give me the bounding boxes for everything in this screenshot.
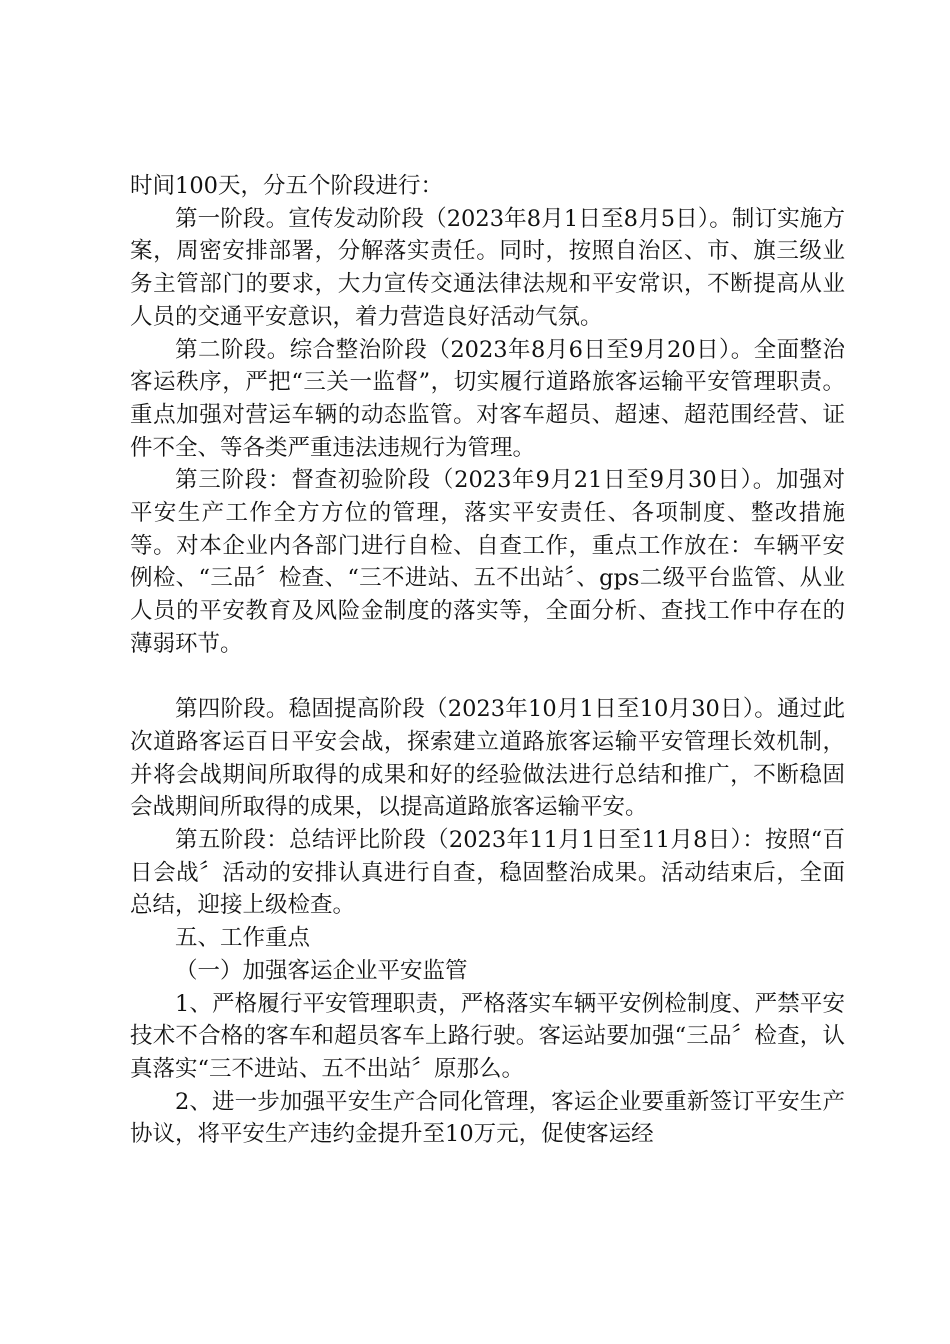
- document-page: [130, 170, 845, 1151]
- paragraph-stage-five: 第五阶段：总结评比阶段（2023年11月1日至11月8日）：按照“百日会战〞活动的安排认真进行自查，稳固整治成果。活动结束后，全面总结，迎接上级检查。: [130, 827, 845, 919]
- paragraph-stage-one: 第一阶段。宣传发动阶段（2023年8月1日至8月5日）。制订实施方案，周密安排部署，分解落实责任。同时，按照自治区、市、旗三级业务主管部门的要求，大力宣传交通法律法规和平安常识，不断提高从业人员的交通平安意识，着力营造良好活动气氛。: [130, 205, 845, 330]
- paragraph-item-two: 2、进一步加强平安生产合同化管理，客运企业要重新签订平安生产协议，将平安生产违约金提升至10万元，促使客运经: [130, 1088, 845, 1148]
- paragraph-spacer: [130, 661, 845, 694]
- section-heading-work-focus: 五、工作重点: [175, 925, 311, 952]
- subsection-heading-supervision: （一）加强客运企业平安监管: [175, 957, 468, 984]
- paragraph-stage-three: 第三阶段：督查初验阶段（2023年9月21日至9月30日）。加强对平安生产工作全方方位的管理，落实平安责任、各项制度、整改措施等。对本企业内各部门进行自检、自查工作，重点工作放在：车辆平安例检、“三品〞检查、“三不进站、五不出站〞、gps二级平台监管、从业人员的平安教育及风险金制度的落实等，全面分析、查找工作中存在的薄弱环节。: [130, 467, 845, 657]
- paragraph-stage-two: 第二阶段。综合整治阶段（2023年8月6日至9月20日）。全面整治客运秩序，严把“三关一监督”，切实履行道路旅客运输平安管理职责。重点加强对营运车辆的动态监管。对客车超员、超速、超范围经营、证件不全、等各类严重违法违规行为管理。: [130, 336, 845, 461]
- paragraph-item-one: 1、严格履行平安管理职责，严格落实车辆平安例检制度、严禁平安技术不合格的客车和超员客车上路行驶。客运站要加强“三品〞检查，认真落实“三不进站、五不出站〞原那么。: [130, 990, 845, 1082]
- paragraph-stage-four: 第四阶段。稳固提高阶段（2023年10月1日至10月30日）。通过此次道路客运百日平安会战，探索建立道路旅客运输平安管理长效机制，并将会战期间所取得的成果和好的经验做法进行总结和推广，不断稳固会战期间所取得的成果，以提高道路旅客运输平安。: [130, 696, 845, 821]
- paragraph-intro: 时间100天，分五个阶段进行：: [130, 173, 443, 199]
